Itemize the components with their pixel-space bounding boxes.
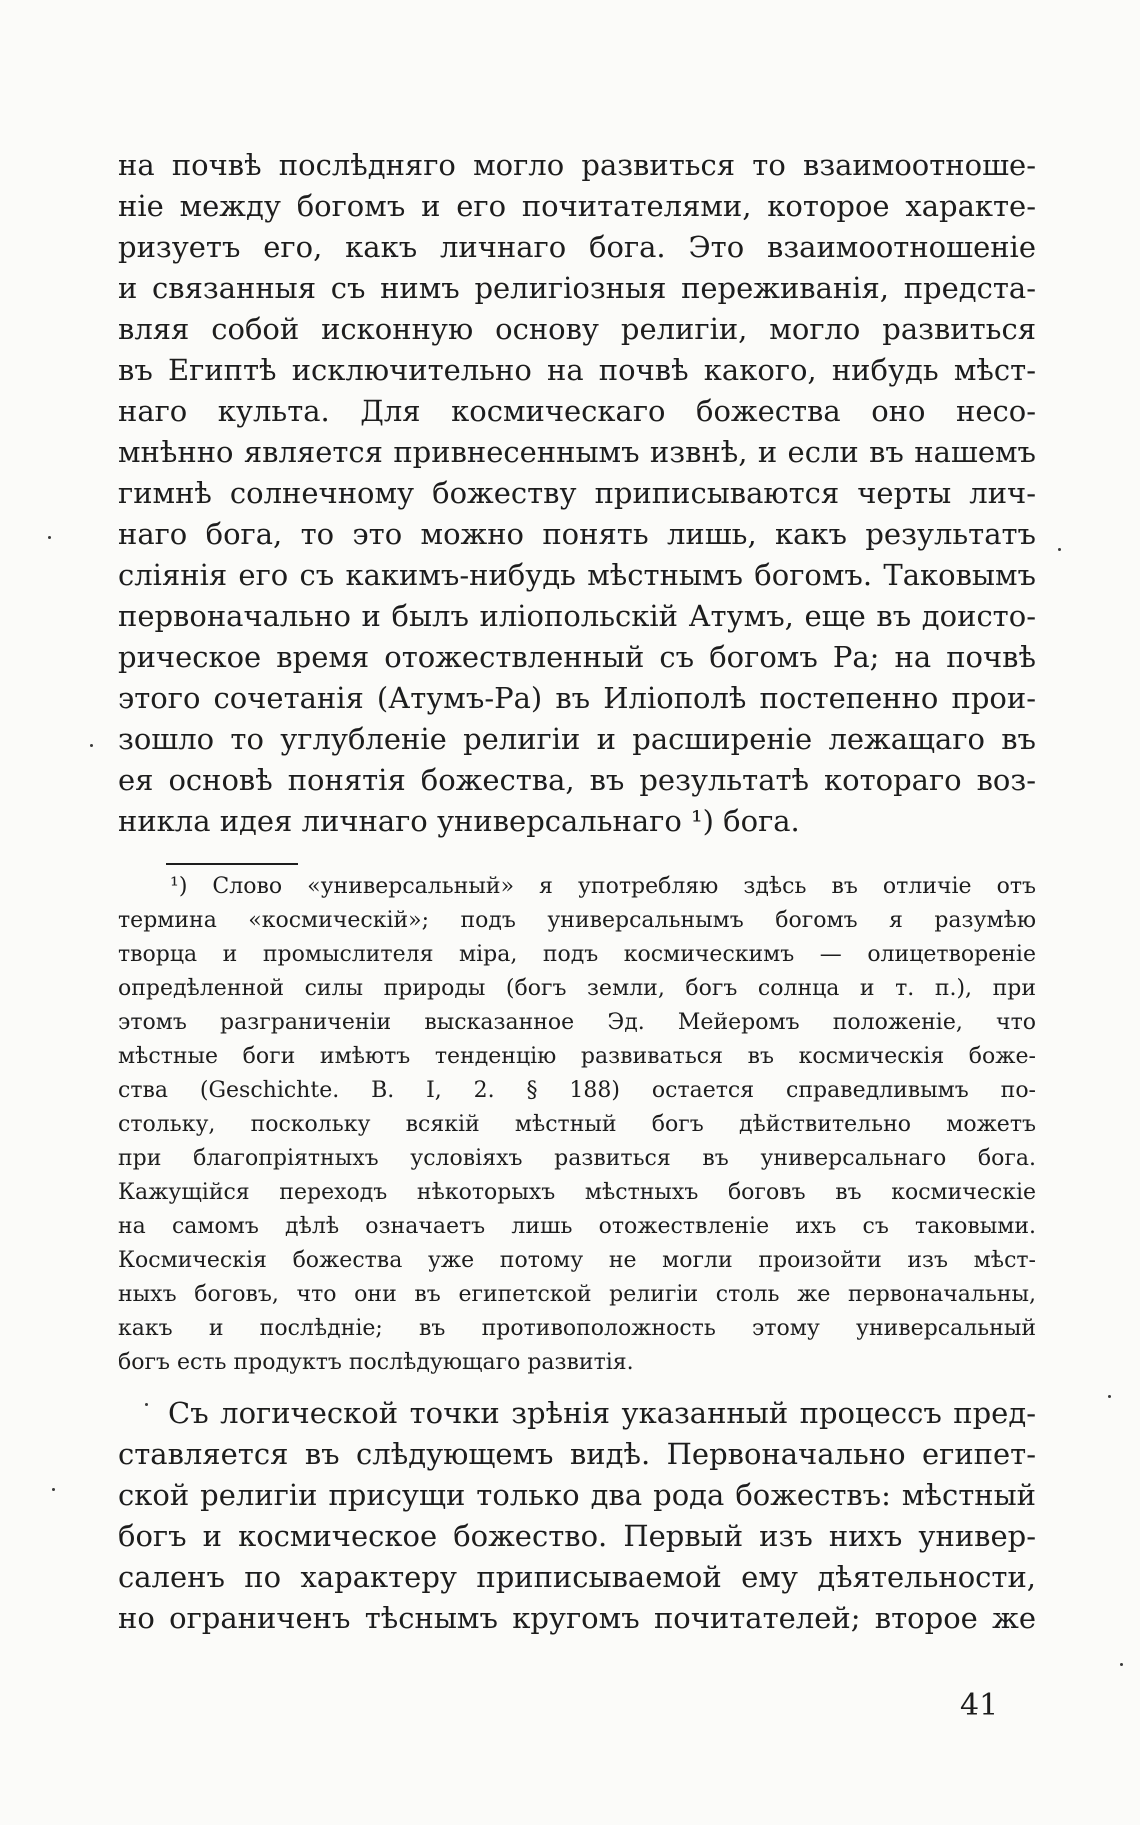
- text-line: этого сочетанія (Атумъ-Ра) въ Иліополѣ постепенно прои-: [118, 681, 1036, 715]
- footnote-line: творца и промыслителя міра, подъ космическимъ — олицетвореніе: [118, 942, 1036, 967]
- print-speck: [1108, 1395, 1111, 1398]
- footnote-line: при благопріятныхъ условіяхъ развиться въ универсальнаго бога.: [118, 1146, 1036, 1171]
- text-line: первоначально и былъ иліопольскій Атумъ, еще въ доисто-: [118, 599, 1036, 633]
- text-line: наго культа. Для космическаго божества оно несо-: [118, 394, 1036, 428]
- page-number: 41: [960, 1688, 999, 1723]
- print-speck: [52, 1488, 55, 1491]
- text-line: ризуетъ его, какъ личнаго бога. Это взаимоотношеніе: [118, 230, 1036, 264]
- text-line: саленъ по характеру приписываемой ему дѣятельности,: [118, 1560, 1036, 1594]
- footnote-line: опредѣленной силы природы (богъ земли, богъ солнца и т. п.), при: [118, 976, 1036, 1001]
- text-line: вляя собой исконную основу религіи, могло развиться: [118, 312, 1036, 346]
- text-line: гимнѣ солнечному божеству приписываются черты лич-: [118, 476, 1036, 510]
- text-line: богъ и космическое божество. Первый изъ нихъ универ-: [118, 1519, 1036, 1553]
- print-speck: [48, 536, 51, 539]
- text-line: Съ логической точки зрѣнія указанный процессъ пред-: [168, 1396, 1036, 1430]
- print-speck: [1058, 548, 1061, 551]
- text-line: ея основѣ понятія божества, въ результатѣ котораго воз-: [118, 763, 1036, 797]
- footnote-line: Космическія божества уже потому не могли произойти изъ мѣст-: [118, 1248, 1036, 1273]
- text-line: на почвѣ послѣдняго могло развиться то взаимоотноше-: [118, 148, 1036, 182]
- footnote-line: мѣстные боги имѣютъ тенденцію развиваться въ космическія боже-: [118, 1044, 1036, 1069]
- text-line: рическое время отожествленный съ богомъ Ра; на почвѣ: [118, 640, 1036, 674]
- print-speck: [90, 744, 93, 747]
- text-line: ніе между богомъ и его почитателями, которое характе-: [118, 189, 1036, 223]
- text-line: сліянія его съ какимъ-нибудь мѣстнымъ богомъ. Таковымъ: [118, 558, 1036, 592]
- text-line: наго бога, то это можно понять лишь, какъ результатъ: [118, 517, 1036, 551]
- text-line: и связанныя съ нимъ религіозныя переживанія, предста-: [118, 271, 1036, 305]
- text-line: но ограниченъ тѣснымъ кругомъ почитателей; второе же: [118, 1601, 1036, 1635]
- footnote-line: на самомъ дѣлѣ означаетъ лишь отожествленіе ихъ съ таковыми.: [118, 1214, 1036, 1239]
- footnote-line: какъ и послѣдніе; въ противоположность этому универсальный: [118, 1316, 1036, 1341]
- text-line: ставляется въ слѣдующемъ видѣ. Первоначально египет-: [118, 1437, 1036, 1471]
- footnote-divider: [166, 863, 298, 865]
- footnote-line: стольку, поскольку всякій мѣстный богъ дѣйствительно можетъ: [118, 1112, 1036, 1137]
- text-line: ской религіи присущи только два рода божествъ: мѣстный: [118, 1478, 1036, 1512]
- text-line: никла идея личнаго универсальнаго ¹) бога.: [118, 804, 800, 838]
- footnote-line: Кажущійся переходъ нѣкоторыхъ мѣстныхъ боговъ въ космическіе: [118, 1180, 1036, 1205]
- footnote-line: ства (Geschichte. B. I, 2. § 188) остается справедливымъ по-: [118, 1078, 1036, 1103]
- text-line: въ Египтѣ исключительно на почвѣ какого, нибудь мѣст-: [118, 353, 1036, 387]
- footnote-line: термина «космическій»; подъ универсальнымъ богомъ я разумѣю: [118, 908, 1036, 933]
- print-speck: [145, 1403, 148, 1406]
- footnote-line: этомъ разграниченіи высказанное Эд. Мейеромъ положеніе, что: [118, 1010, 1036, 1035]
- print-speck: [1120, 1663, 1123, 1666]
- footnote-line: богъ есть продуктъ послѣдующаго развитія.: [118, 1350, 634, 1375]
- footnote-line: ныхъ боговъ, что они въ египетской религіи столь же первоначальны,: [118, 1282, 1036, 1307]
- footnote-line: ¹) Слово «универсальный» я употребляю здѣсь въ отличіе отъ: [170, 874, 1036, 899]
- text-line: зошло то углубленіе религіи и расширеніе лежащаго въ: [118, 722, 1036, 756]
- text-line: мнѣнно является привнесеннымъ извнѣ, и если въ нашемъ: [118, 435, 1036, 469]
